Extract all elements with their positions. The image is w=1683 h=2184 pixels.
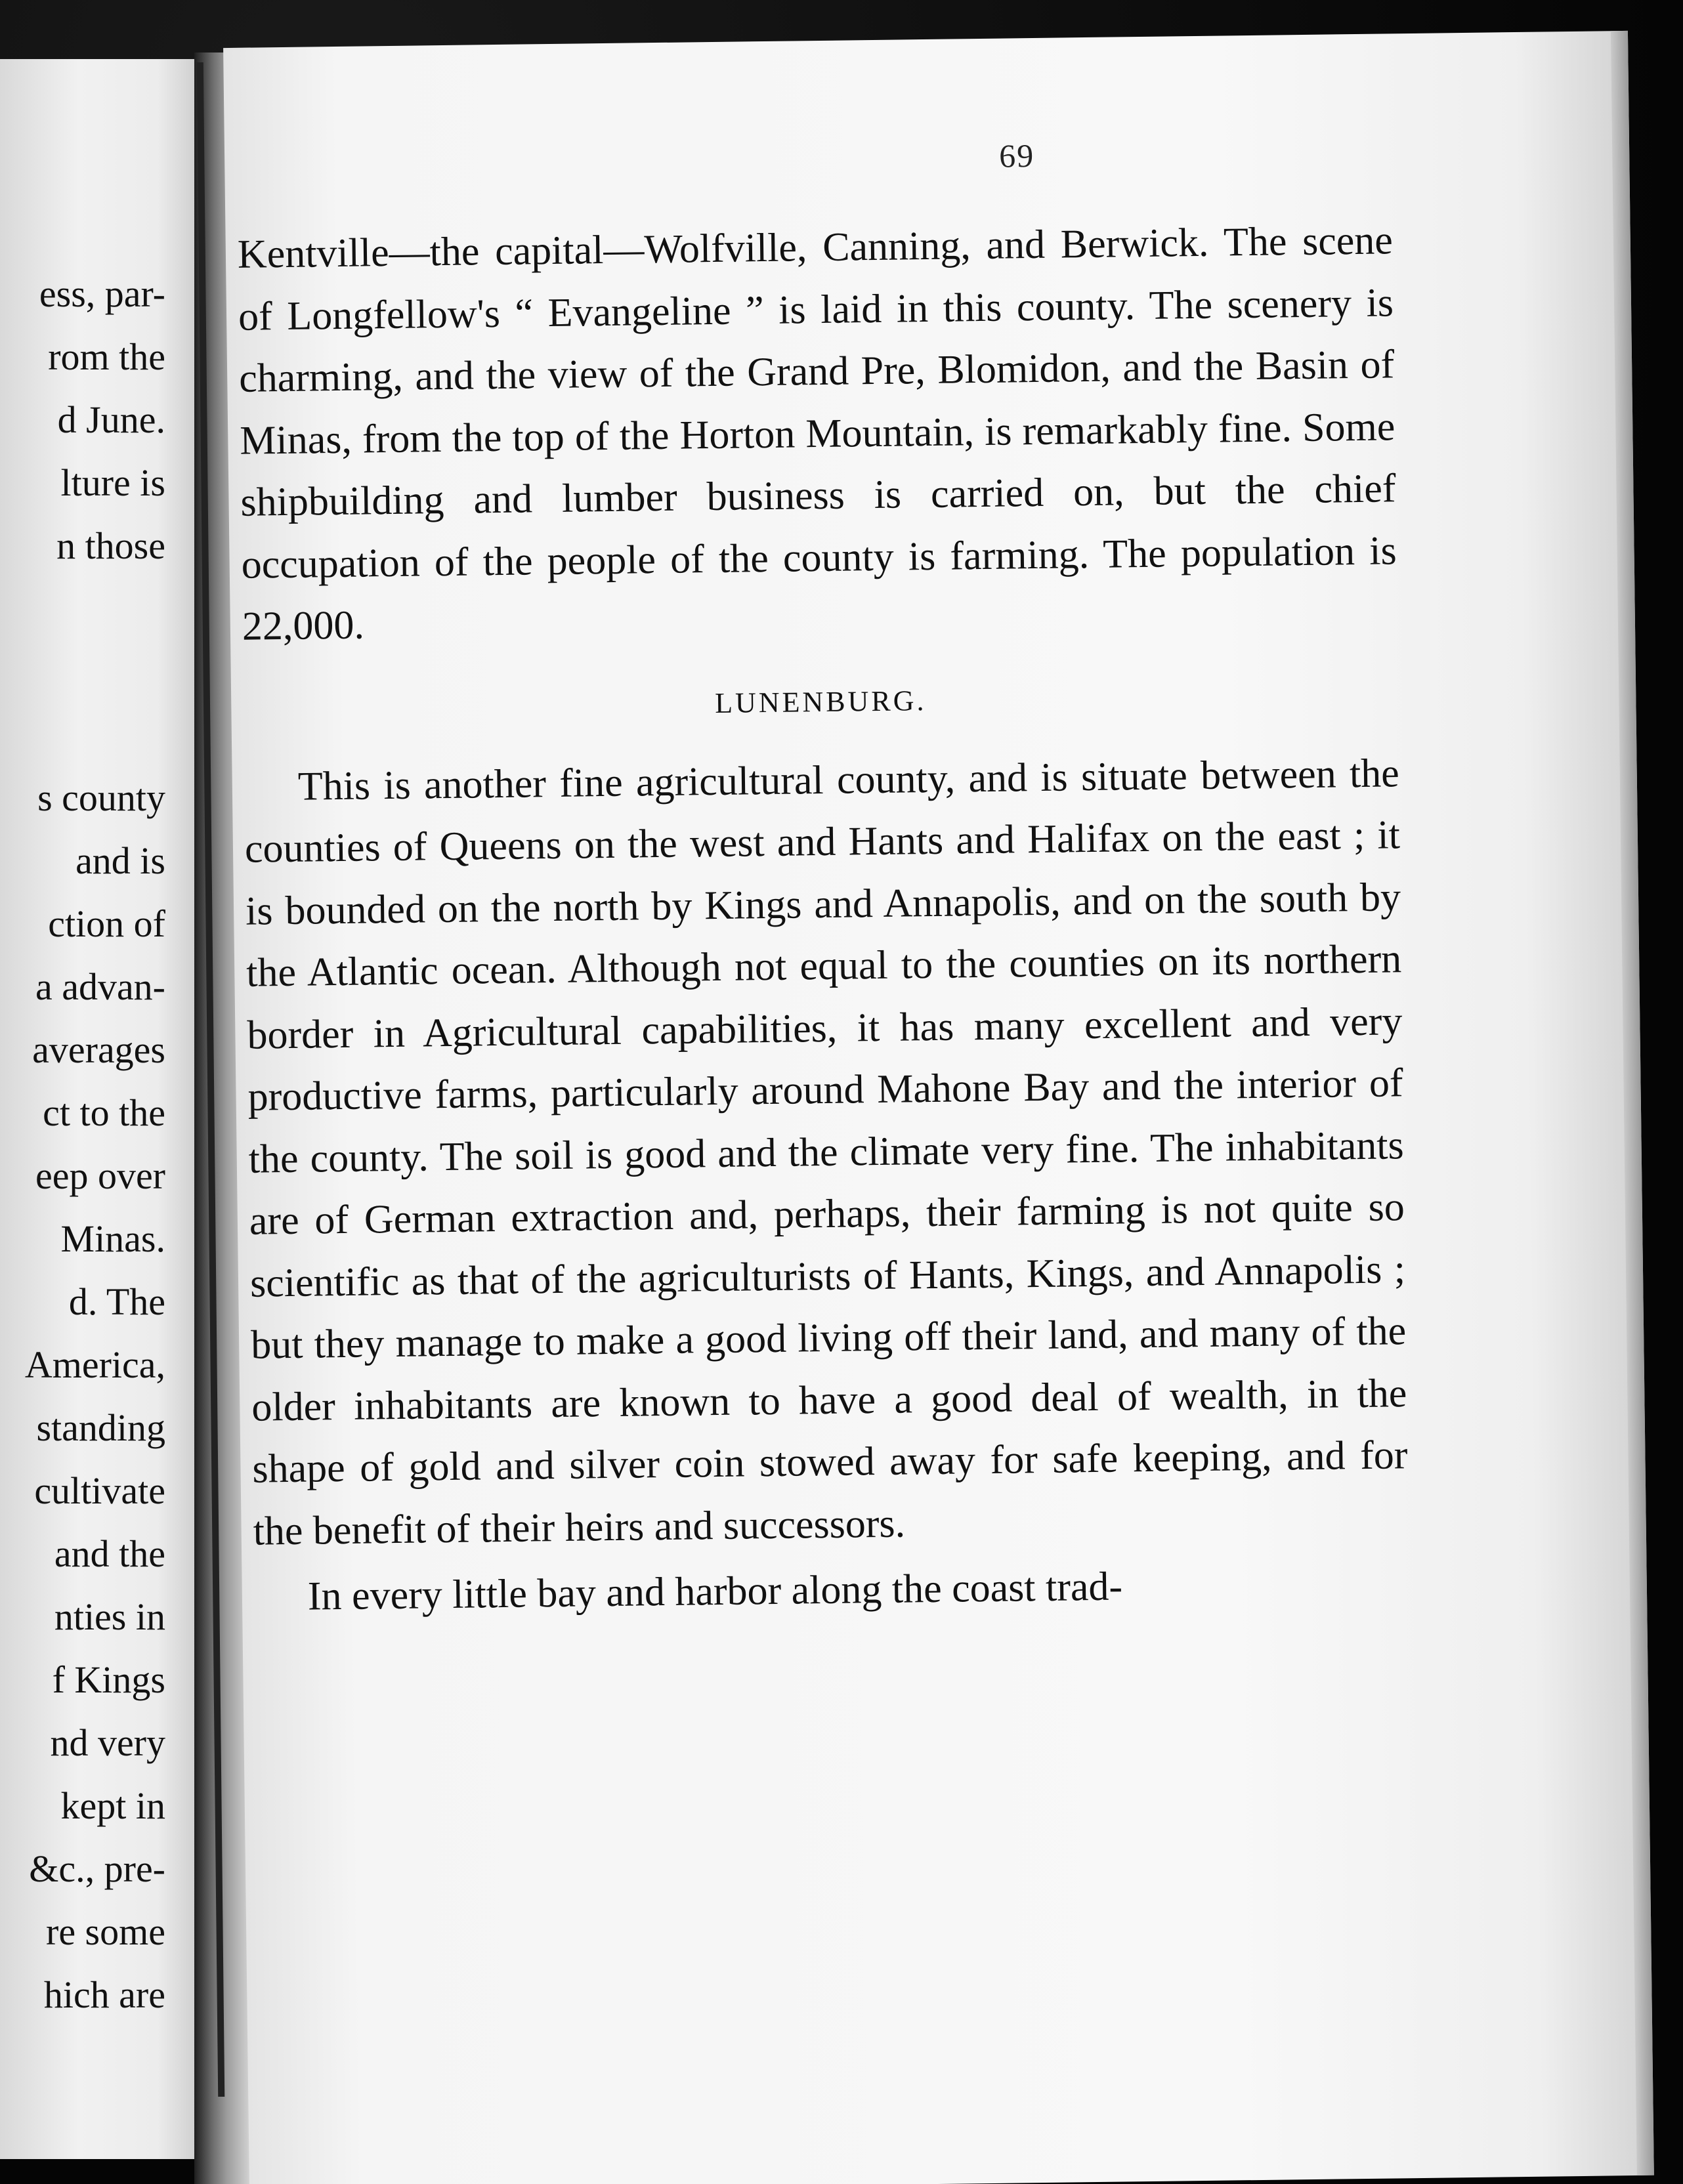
page-number: 69 <box>998 136 1035 175</box>
left-page-line: s county <box>37 776 165 819</box>
left-page-line: nties in <box>54 1595 165 1638</box>
left-page-line <box>25 640 165 704</box>
paragraph-coast-trade: In every little bay and harbor along the coast trad- <box>307 1564 1123 1619</box>
left-page-line: kept in <box>60 1784 165 1827</box>
left-page-line: ction of <box>48 902 165 945</box>
left-page-line: lture is <box>60 461 165 504</box>
left-page-line: n those <box>56 524 165 567</box>
page-body <box>237 209 1409 1628</box>
left-page-line: ct to the <box>43 1091 165 1134</box>
right-page <box>223 31 1654 2184</box>
left-page-line: standing <box>36 1406 165 1449</box>
left-page-line: rom the <box>48 335 165 378</box>
left-page-line: &c., pre- <box>29 1847 165 1890</box>
left-page-line: America, <box>24 1343 165 1386</box>
left-page-line <box>25 704 165 766</box>
left-page-line: re some <box>46 1910 165 1953</box>
paragraph-kings-county: Kentville—the capital—Wolfville, Canning, and Berwick. The scene of Longfellow's “ Evangeline ” is laid in this county. The scenery is charming, and the view of the Grand Pre, Blomidon, and the Basin of Minas, from the top of the Horton Mountain, is remarkably fine. Some shipbuilding and lumber business is carried on, but the chief occupation of the people of the county is farming. The population is 22,000. <box>237 218 1397 649</box>
left-page <box>0 59 197 2159</box>
left-page-line: Minas. <box>60 1217 165 1260</box>
left-page-line: f Kings <box>52 1658 165 1701</box>
left-page-line: and the <box>54 1532 165 1575</box>
left-page-line: d. The <box>68 1280 165 1323</box>
left-page-line: d June. <box>57 398 165 441</box>
left-page-line: averages <box>32 1028 165 1071</box>
left-page-line: nd very <box>50 1721 165 1764</box>
left-page-line <box>25 578 165 640</box>
left-page-line: eep over <box>35 1154 165 1197</box>
left-page-text <box>25 262 165 2026</box>
left-page-line: ess, par- <box>39 272 165 315</box>
paragraph-lunenburg: This is another fine agricultural county, and is situate between the counties of Queens on the west and Hants and Halifax on the east ; it is bounded on the north by Kings and Annapolis, and on the south by the Atlantic ocean. Although not equal to the counties on its northern border in Agricultural capabilities, it has many excellent and very productive farms, particularly around Mahone Bay and the interior of the county. The soil is good and the climate very fine. The inhabitants are of German extraction and, perhaps, their farming is not quite so scientific as that of the agriculturists of Hants, Kings, and Annapolis ; but they manage to make a good living off their land, and many of the older inhabitants are known to have a good deal of wealth, in the shape of gold and silver coin stowed away for safe keeping, and for the benefit of their heirs and successors. <box>244 750 1408 1554</box>
left-page-line: cultivate <box>34 1469 165 1512</box>
left-page-line: hich are <box>43 1973 165 2016</box>
left-page-line: and is <box>75 839 165 882</box>
section-heading-lunenburg: LUNENBURG. <box>714 684 927 719</box>
left-page-line: a advan- <box>35 965 165 1008</box>
